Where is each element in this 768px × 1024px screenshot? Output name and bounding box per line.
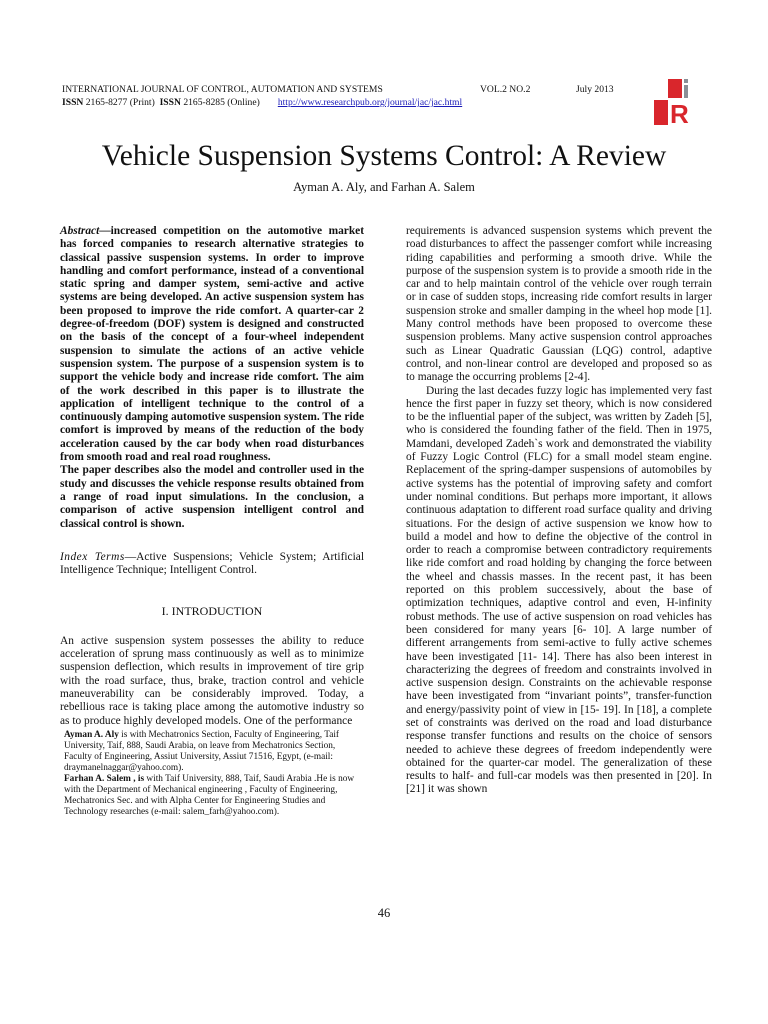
- journal-header-line-2: [62, 96, 622, 109]
- footnote-author-2-text: with Taif University, 888, Taif, Saudi Arabia .He is now with the Department of Mechanical engineering , Faculty of Engineering, Mechatronics Sec. and with Alpha Center for Engineering Studies and Technology researches (e-mail: salem_farh@yahoo.com).: [64, 773, 355, 817]
- index-terms-lead: Index Terms: [60, 550, 125, 563]
- issn-print: 2165-8277 (Print): [85, 97, 155, 108]
- abstract: [60, 225, 364, 531]
- section-heading-introduction: I. INTRODUCTION: [161, 604, 263, 619]
- paper-authors: Ayman A. Aly, and Farhan A. Salem: [293, 180, 475, 194]
- journal-header: [62, 83, 622, 109]
- paper-title: Vehicle Suspension Systems Control: A Review: [101, 140, 667, 172]
- abstract-paragraph-1: [60, 225, 364, 464]
- right-column-paragraph-2: During the last decades fuzzy logic has implemented very fast hence the first paper in fuzzy set theory, which is now considered to be the influential paper of the subject, was written by Zadeh [5], who is considered the founding father of the field. Then in 1975, Mamdani, developed Zadeh`s work and demonstrated the viability of Fuzzy Logic Control (FLC) for a small model steam engine. Replacement of the spring-damper suspensions of automobiles by active systems has the potential of improving safety and comfort under nominal conditions. But perhaps more important, it allows continuous adaptation to different road surface quality and driving situations. For the design of active suspension we know how to build a model and how to define the objective of the control in order to reach a compromise between contradictory requirements like ride comfort and road holding by changing the force between the wheel and chassis masses. In the recent past, it has been reported on this problem successively, about the base of optimization techniques, adaptive control and even, H-infinity robust methods. The use of active suspension on road vehicles has been considered for many years [6- 10]. A large number of different arrangements from semi-active to fully active schemes have been investigated [11- 14]. There has also been interest in characterizing the degrees of freedom and constraints involved in active suspension design. Constraints on the achievable response have been investigated from “invariant points”, transfer-function and energy/passivity point of view in [15- 19]. In [18], a complete set of constraints was derived on the road and load disturbance response transfer functions and results on the choice of sensors needed to achieve these degrees of freedom independently were obtained for the quarter-car model. The generalization of these results to half- and full-car models was then presented in [20]. In [21] it was shown: [406, 384, 712, 796]
- abstract-text-1: —increased competition on the automotive market has forced companies to research alternative strategies to classical passive suspension systems. In order to improve handling and comfort performance, instead of a conventional static spring and damper system, semi-active and active systems are being developed. An active suspension system has been proposed to improve the ride comfort. A quarter-car 2 degree-of-freedom (DOF) system is designed and constructed on the basis of the concept of a four-wheel independent suspension to simulate the actions of an active vehicle suspension system. The purpose of a suspension system is to support the vehicle body and increase ride comfort. The aim of the work described in this paper is to illustrate the application of intelligent technique to the control of a continuously damping automotive suspension system. The ride comfort is improved by means of the reduction of the body acceleration caused by the car body when road disturbances from smooth road and real road roughness.: [60, 225, 364, 464]
- right-column: [406, 225, 712, 797]
- left-column: [60, 225, 364, 818]
- abstract-lead: Abstract: [60, 225, 100, 237]
- introduction-paragraph-1: An active suspension system possesses the ability to reduce acceleration of sprung mass continuously as well as to minimize suspension deflection, which results in improvement of tire grip with the road surface, thus, brake, traction control and vehicle maneuverability can be considerably improved. Today, a rebellious race is taking place among the automotive industry so as to produce highly developed models. One of the performance: [60, 634, 364, 727]
- footnote-author-2-name: Farhan A. Salem , is: [64, 773, 145, 784]
- issn-label: ISSN: [62, 97, 84, 108]
- footnote-author-1: [64, 730, 364, 774]
- author-footnote: [60, 730, 364, 818]
- issn-label: ISSN: [159, 97, 181, 108]
- journal-volume: VOL.2 NO.2: [480, 84, 531, 95]
- footnote-author-2: [64, 774, 364, 818]
- footnote-author-1-name: Ayman A. Aly: [64, 729, 119, 740]
- right-column-paragraph-1: requirements is advanced suspension systems which prevent the road disturbances to affect the passenger comfort while increasing riding capabilities and performing a smooth drive. While the purpose of the suspension system is to provide a smooth ride in the car and to help maintain control of the vehicle over rough terrain or in case of sudden stops, increasing ride comfort results in larger suspension stroke and smaller damping in the wheel hop mode [1]. Many control methods have been proposed to overcome these suspension problems. Many active suspension control approaches such as Linear Quadratic Gaussian (LQG) control, adaptive control, and non-linear control are developed and proposed so as to manage the occurring problems [2-4].: [406, 225, 712, 384]
- journal-url-link[interactable]: http://www.researchpub.org/journal/jac/jac.html: [277, 97, 463, 108]
- journal-date: July 2013: [576, 84, 614, 95]
- index-terms: [60, 551, 364, 578]
- publisher-logo: [652, 79, 692, 125]
- abstract-paragraph-2: The paper describes also the model and controller used in the study and discusses the vehicle response results obtained from a range of road input simulations. In the conclusion, a comparison of active suspension intelligent control and classical control is shown.: [60, 464, 364, 530]
- footnote-author-1-text: is with Mechatronics Section, Faculty of Engineering, Taif University, Taif, 888, Saudi Arabia, on leave from Mechatronics Section, Faculty of Engineering, Assiut University, Assiut 71516, Egypt, (e-mail: draymanelnaggar@yahoo.com).: [64, 729, 340, 773]
- journal-header-line-1: [62, 83, 622, 96]
- index-terms-text: —Active Suspensions; Vehicle System; Artificial Intelligence Technique; Intelligent Control.: [60, 550, 364, 577]
- svg-text:R: R: [670, 99, 689, 125]
- journal-name: INTERNATIONAL JOURNAL OF CONTROL, AUTOMATION AND SYSTEMS: [62, 84, 383, 95]
- issn-online: 2165-8285 (Online): [183, 97, 260, 108]
- page-number: 46: [377, 906, 391, 920]
